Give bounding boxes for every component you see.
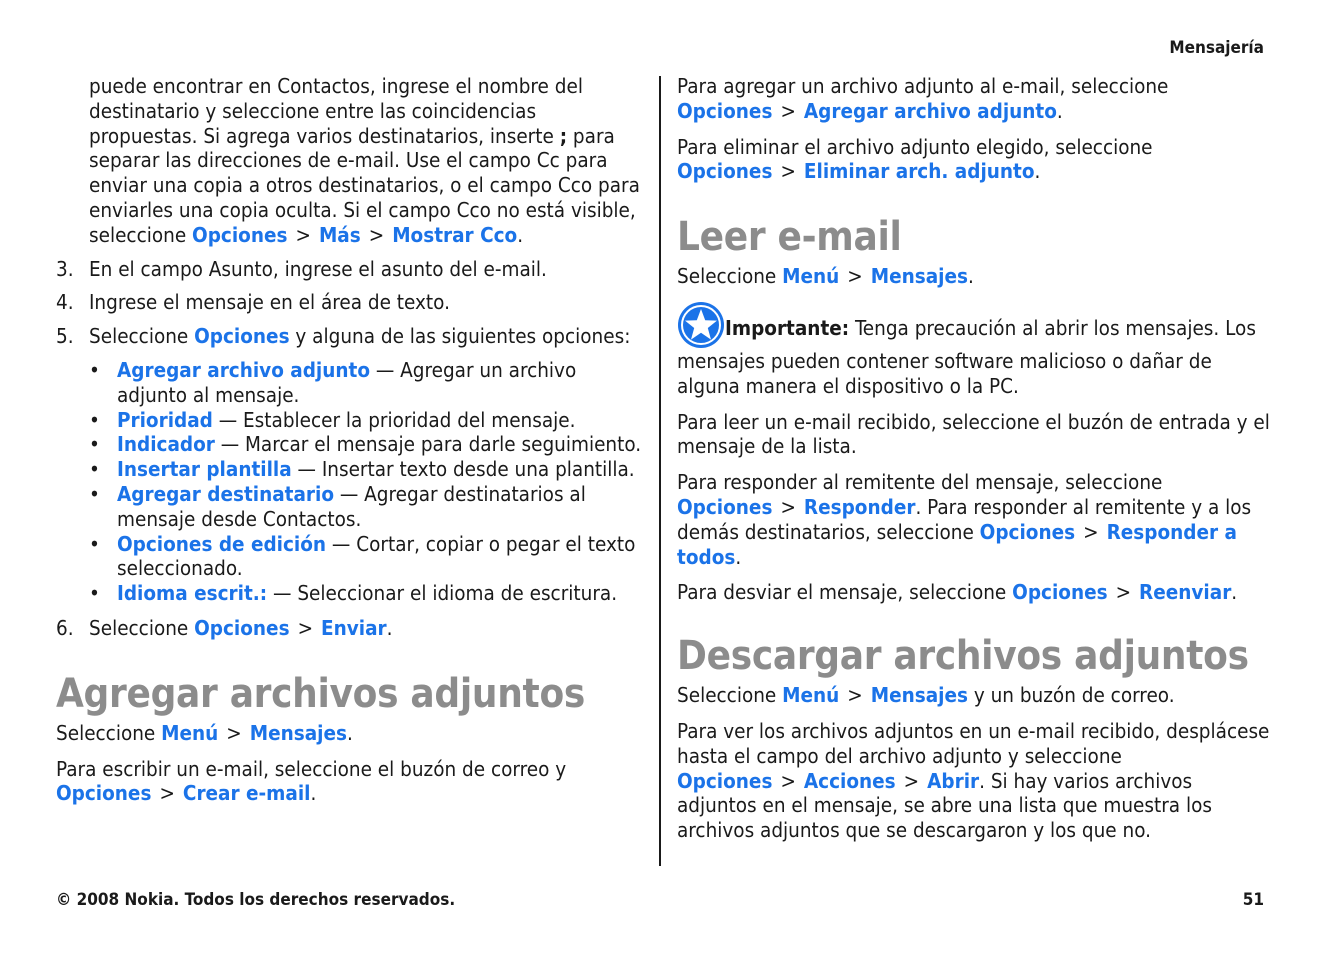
step-5 [56,324,646,349]
separator: > [847,683,863,708]
heading-descargar-archivos: Descargar archivos adjuntos [677,633,1249,680]
paragraph-remove-attachment [677,135,1272,185]
period: . [310,781,317,806]
option-description: — Agregar destinatarios al mensaje desde Contactos. [117,481,586,531]
link-mostrar-cco[interactable]: Mostrar Cco [392,222,518,247]
footer-copyright: © 2008 Nokia. Todos los derechos reservados. [56,890,456,910]
link-opciones[interactable]: Opciones [194,615,290,640]
left-column [56,74,646,806]
period: . [1034,159,1041,184]
text: y un buzón de correo. [967,683,1175,708]
text: Seleccione [56,720,162,745]
text: Seleccione [677,683,783,708]
separator: > [780,98,796,123]
text: Seleccione [677,264,783,289]
period: . [967,264,974,289]
paragraph-reply [677,470,1272,569]
bullet: • [89,581,100,606]
heading-leer-email: Leer e-mail [677,214,902,261]
steps-list [56,257,646,349]
link-eliminar-arch-adjunto[interactable]: Eliminar arch. adjunto [803,159,1035,184]
separator: > [903,768,920,793]
link-option[interactable]: Prioridad [117,407,213,432]
option-description: — Agregar un archivo adjunto al mensaje. [117,357,577,407]
link-agregar-archivo-adjunto[interactable]: Agregar archivo adjunto [803,98,1057,123]
link-option[interactable]: Idioma escrit.: [117,581,268,606]
step-6 [56,616,646,641]
text: Para eliminar el archivo adjunto elegido, seleccione [677,134,1153,159]
separator: > [1083,519,1099,544]
link-mensajes[interactable]: Mensajes [870,683,968,708]
link-mensajes[interactable]: Mensajes [249,720,347,745]
paragraph-read-select [677,264,1272,289]
link-reenviar[interactable]: Reenviar [1139,580,1232,605]
step-number: 6. [56,615,74,640]
separator: > [368,222,385,247]
link-option[interactable]: Agregar archivo adjunto [117,357,370,382]
step-text: En el campo Asunto, ingrese el asunto del e-mail. [89,256,547,281]
link-opciones[interactable]: Opciones [1012,580,1108,605]
option-description: — Marcar el mensaje para darle seguimiento. [214,432,642,457]
paragraph-attach-write [56,757,646,807]
link-acciones[interactable]: Acciones [803,768,896,793]
option-item [89,481,646,532]
text: Para agregar un archivo adjunto al e-mail, seleccione [677,74,1169,98]
paragraph-add-attachment [677,74,1272,124]
period: . [517,222,524,247]
right-column [677,74,1272,843]
important-text: Tenga precaución al abrir los mensajes. Los mensajes pueden contener software malicioso o dañar de alguna manera el dispositivo o la PC. [677,315,1256,398]
bullet: • [89,531,100,556]
page-number: 51 [1242,890,1264,910]
heading-agregar-archivos: Agregar archivos adjuntos [56,670,586,717]
paragraph-view-attachments [677,719,1272,843]
separator: > [1115,580,1132,605]
bullet: • [89,432,100,457]
steps-list [56,616,646,641]
separator: > [297,615,314,640]
link-option[interactable]: Agregar destinatario [117,481,335,506]
link-menu[interactable]: Menú [161,720,219,745]
step-number: 4. [56,290,74,315]
link-opciones[interactable]: Opciones [192,222,288,247]
link-option[interactable]: Insertar plantilla [117,457,292,482]
option-description: — Cortar, copiar o pegar el texto seleccionado. [117,531,636,581]
step-text: Seleccione [89,615,195,640]
step-text: Ingrese el mensaje en el área de texto. [89,290,450,315]
option-item [89,457,646,482]
period: . [1056,98,1063,123]
step-text: y alguna de las siguientes opciones: [289,324,631,349]
text: puede encontrar en Contactos, ingrese el nombre del destinatario y seleccione entre las coincidencias propuestas. Si agrega varios destinatarios, inserte [89,74,583,148]
link-crear-email[interactable]: Crear e-mail [182,781,311,806]
paragraph-recipients [56,74,646,248]
important-notice [677,301,1272,399]
paragraph-download-select [677,683,1272,708]
link-opciones[interactable]: Opciones [979,519,1076,544]
semicolon-symbol: ; [559,123,568,148]
link-responder-a-todos[interactable]: Responder a todos [677,519,1237,569]
link-opciones[interactable]: Opciones [56,781,152,806]
period: . [735,544,742,569]
step-3 [56,257,646,282]
option-item [89,357,646,408]
text: . Si hay varios archivos adjuntos en el mensaje, se abre una lista que muestra los archivos adjuntos que se descargaron y los que no. [677,768,1212,843]
link-enviar[interactable]: Enviar [321,615,387,640]
link-mensajes[interactable]: Mensajes [870,264,968,289]
option-item [89,407,646,433]
separator: > [780,159,796,184]
text: Para desviar el mensaje, seleccione [677,580,1013,605]
link-opciones[interactable]: Opciones [677,98,773,123]
separator: > [226,720,242,745]
link-option[interactable]: Opciones de edición [117,531,327,556]
options-list [56,358,646,606]
link-opciones[interactable]: Opciones [677,494,773,519]
step-text: Seleccione [89,324,195,349]
star-warning-icon [677,301,725,349]
bullet: • [89,481,100,506]
section-header: Mensajería [1169,38,1264,58]
option-description: — Insertar texto desde una plantilla. [291,457,635,482]
period: . [1231,580,1238,605]
link-responder[interactable]: Responder [803,494,916,519]
step-4 [56,290,646,315]
option-item [89,531,646,582]
bullet: • [89,357,100,382]
separator: > [780,768,796,793]
separator: > [295,222,311,247]
link-opciones[interactable]: Opciones [194,324,290,349]
paragraph-attach-select [56,721,646,746]
option-description: — Establecer la prioridad del mensaje. [212,407,576,432]
separator: > [780,494,796,519]
option-item [89,581,646,606]
link-opciones[interactable]: Opciones [677,768,773,793]
paragraph-forward [677,580,1272,605]
text: Para escribir un e-mail, seleccione el buzón de correo y [56,756,567,781]
link-abrir[interactable]: Abrir [927,768,980,793]
separator: > [847,264,863,289]
column-divider [659,76,661,866]
link-option[interactable]: Indicador [117,432,215,457]
text: . Para responder al remitente y a los demás destinatarios, seleccione [677,494,1252,544]
step-number: 3. [56,256,74,281]
text: para separar las direcciones de e-mail. Use el campo Cc para enviar una copia a otros destinatarios, o el campo Cco para enviarles una copia oculta. Si el campo Cco no está visible, seleccione [89,123,640,247]
bullet: • [89,407,100,432]
period: . [386,615,393,640]
option-item [89,432,646,457]
paragraph-read-received: Para leer un e-mail recibido, seleccione el buzón de entrada y el mensaje de la lista. [677,409,1270,459]
option-description: — Seleccionar el idioma de escritura. [267,581,618,606]
separator: > [159,781,175,806]
link-opciones[interactable]: Opciones [677,159,773,184]
link-menu[interactable]: Menú [782,264,840,289]
text: Para responder al remitente del mensaje, seleccione [677,470,1163,495]
link-mas[interactable]: Más [318,222,361,247]
bullet: • [89,457,100,482]
text: Para ver los archivos adjuntos en un e-mail recibido, desplácese hasta el campo del archivo adjunto y seleccione [677,718,1270,768]
period: . [346,720,353,745]
step-number: 5. [56,324,74,349]
important-label: Importante: [725,315,850,340]
link-menu[interactable]: Menú [782,683,840,708]
